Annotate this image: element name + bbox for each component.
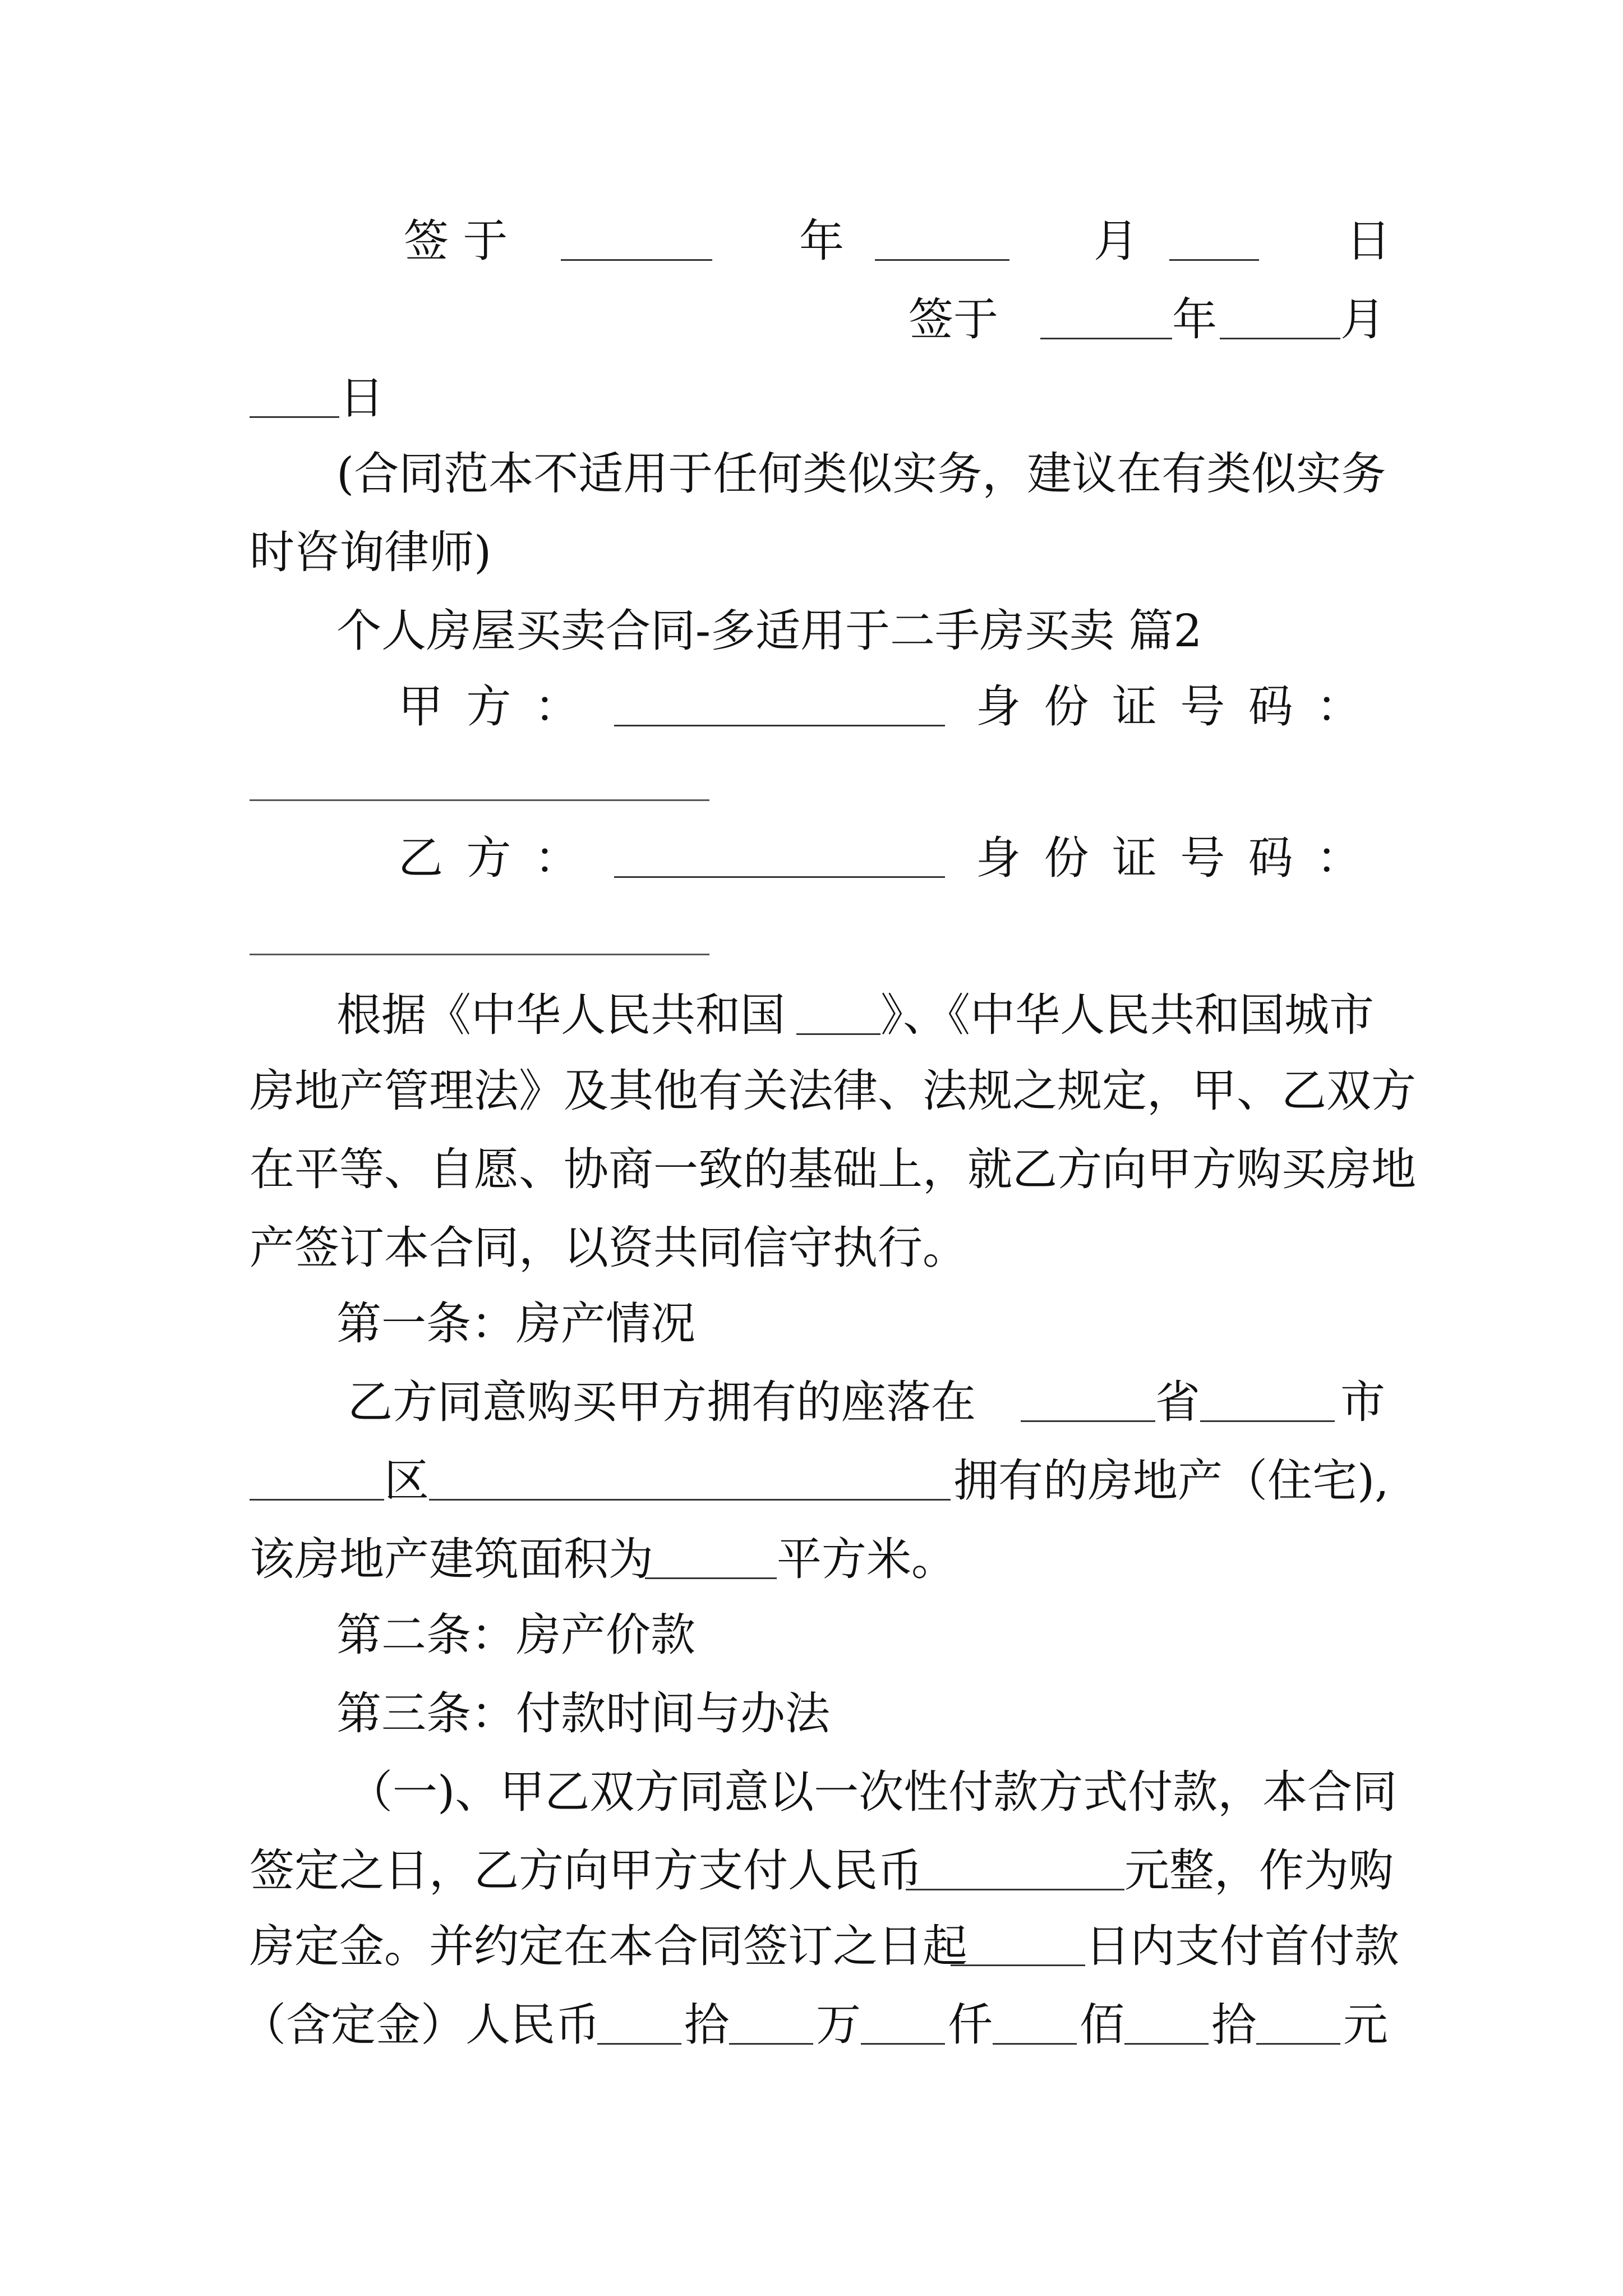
- article-1-line-1c: 市: [1340, 1376, 1385, 1428]
- unit-bai: 佰: [1080, 1999, 1124, 2051]
- province-blank: [1021, 1380, 1155, 1422]
- year-blank: [561, 219, 712, 261]
- party-b-label: 乙 方 ：: [398, 832, 584, 884]
- intro-line-1b: 》、《中华人民共和国城市: [880, 989, 1374, 1041]
- article-3-para-2a: 签定之日，乙方向甲方支付人民币: [250, 1844, 923, 1897]
- party-b-id-label: 身 份 证 号 码 ：: [976, 832, 1366, 884]
- article-3-heading: 第三条：付款时间与办法: [336, 1687, 830, 1740]
- unit-shi-2: 拾: [1211, 1999, 1256, 2051]
- law-name-blank: [796, 993, 880, 1035]
- year-label-2: 年: [1172, 293, 1217, 346]
- unit-qian: 仟: [948, 1999, 993, 2051]
- days-blank: [951, 1924, 1085, 1966]
- sign-line-1: [404, 210, 508, 272]
- district-blank: [250, 1458, 384, 1501]
- unit-shi-1: 拾: [684, 1999, 729, 2051]
- article-1-line-1b: 省: [1155, 1376, 1200, 1428]
- article-1-heading: 第一条：房产情况: [336, 1297, 695, 1350]
- sign-label: 签 于: [404, 215, 508, 267]
- deposit-blank: [906, 1848, 1124, 1890]
- month-blank: [875, 219, 1009, 261]
- article-3-para-2b: 元整，作为购: [1124, 1844, 1394, 1897]
- month-label: 月: [1094, 215, 1138, 267]
- amount-blank-3: [861, 2003, 945, 2045]
- article-1-line-3a: 该房地产建筑面积为: [250, 1533, 653, 1585]
- intro-line-1a: 根据《中华人民共和国: [336, 989, 785, 1041]
- day-label: 日: [1346, 215, 1391, 267]
- unit-yuan: 元: [1343, 1999, 1388, 2051]
- city-blank: [1200, 1380, 1335, 1422]
- party-a-id-blank: [250, 799, 709, 801]
- area-blank: [645, 1537, 777, 1579]
- day-blank-2: [250, 376, 339, 418]
- month-label-2: 月: [1340, 293, 1385, 346]
- month-blank-2: [1220, 297, 1340, 339]
- article-3-para-3b: 日内支付首付款: [1085, 1920, 1399, 1972]
- article-3-para-4a: （含定金）人民币: [241, 1999, 600, 2051]
- article-2-heading: 第二条：房产价款: [336, 1609, 695, 1661]
- article-1-line-2a: 区: [384, 1455, 429, 1507]
- unit-wan: 万: [816, 1999, 861, 2051]
- article-1-line-2b: 拥有的房地产（住宅),: [953, 1455, 1389, 1507]
- year-label: 年: [799, 215, 844, 267]
- party-a-label: 甲 方 ：: [398, 680, 584, 733]
- party-b-name-blank: [614, 836, 945, 878]
- article-3-para-3a: 房定金。并约定在本合同签订之日起: [250, 1920, 967, 1972]
- amount-blank-6: [1256, 2003, 1340, 2045]
- party-b-id-blank: [250, 954, 709, 955]
- sign-label-2: 签于: [909, 293, 998, 346]
- year-blank-2: [1040, 297, 1172, 339]
- note-line-2: 时咨询律师): [250, 526, 492, 578]
- article-1-line-1a: 乙方同意购买甲方拥有的座落在: [348, 1376, 976, 1428]
- day-blank: [1169, 219, 1259, 261]
- amount-blank-4: [993, 2003, 1077, 2045]
- note-line-1: (合同范本不适用于任何类似实务，建议在有类似实务: [336, 448, 1386, 500]
- intro-line-2: 房地产管理法》及其他有关法律、法规之规定，甲、乙双方: [250, 1065, 1416, 1117]
- day-label-2: 日: [339, 372, 384, 424]
- intro-line-3: 在平等、自愿、协商一致的基础上，就乙方向甲方购买房地: [250, 1143, 1416, 1195]
- amount-blank-5: [1124, 2003, 1209, 2045]
- party-a-id-label: 身 份 证 号 码 ：: [976, 680, 1366, 733]
- section-title: 个人房屋买卖合同-多适用于二手房买卖 篇2: [336, 605, 1202, 657]
- address-blank: [429, 1458, 951, 1501]
- article-1-line-3b: 平方米。: [777, 1533, 956, 1585]
- amount-blank-1: [597, 2003, 681, 2045]
- article-3-para-1: （一)、甲乙双方同意以一次性付款方式付款，本合同: [348, 1766, 1398, 1818]
- intro-line-4: 产签订本合同，以资共同信守执行。: [250, 1222, 967, 1274]
- amount-blank-2: [729, 2003, 813, 2045]
- party-a-name-blank: [614, 684, 945, 726]
